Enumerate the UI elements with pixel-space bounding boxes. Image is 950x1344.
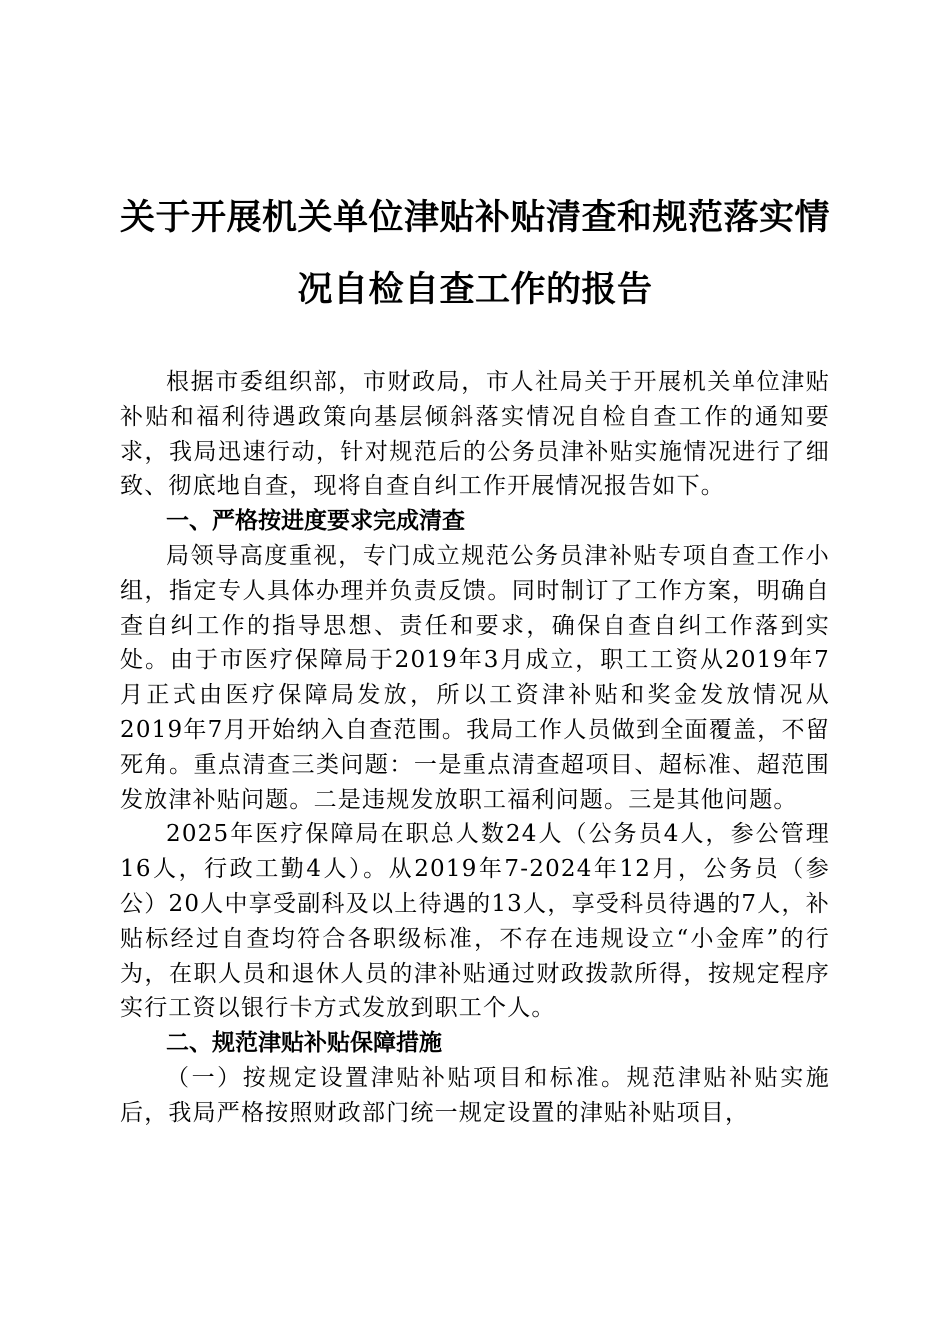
section-2-heading: 二、规范津贴补贴保障措施 [166,1030,442,1057]
section-1-heading: 一、严格按进度要求完成清查 [166,508,465,535]
section-1-paragraph-1: 局领导高度重视，专门成立规范公务员津补贴专项自查工作小组，指定专人具体办理并负责反馈。同时制订了工作方案，明确自查自纠工作的指导思想、责任和要求，确保自查自纠工作落到实处。由于市医疗保障局于2019年3月成立，职工工资从2019年7月正式由医疗保障局发放，所以工资津补贴和奖金发放情况从2019年7月开始纳入自查范围。我局工作人员做到全面覆盖，不留死角。重点清查三类问题：一是重点清查超项目、超标准、超范围发放津补贴问题。二是违规发放职工福利问题。三是其他问题。 [120,542,830,813]
section-1-paragraph-2: 2025年医疗保障局在职总人数24人（公务员4人，参公管理16人，行政工勤4人）。从2019年7-2024年12月，公务员（参公）20人中享受副科及以上待遇的13人，享受科员待遇的7人，补贴标经过自查均符合各职级标准，不存在违规设立“小金库”的行为，在职人员和退休人员的津补贴通过财政拨款所得，按规定程序实行工资以银行卡方式发放到职工个人。 [120,821,830,1022]
document-title-line-2: 况自检自查工作的报告 [297,269,653,310]
document-body [120,365,830,1131]
intro-paragraph: 根据市委组织部，市财政局，市人社局关于开展机关单位津贴补贴和福利待遇政策向基层倾斜落实情况自检自查工作的通知要求，我局迅速行动，针对规范后的公务员津补贴实施情况进行了细致、彻底地自查，现将自查自纠工作开展情况报告如下。 [120,369,830,500]
section-2-paragraph-1: （一）按规定设置津贴补贴项目和标准。规范津贴补贴实施后，我局严格按照财政部门统一规定设置的津贴补贴项目， [120,1064,830,1126]
document-title-line-1: 关于开展机关单位津贴补贴清查和规范落实情 [119,197,830,238]
